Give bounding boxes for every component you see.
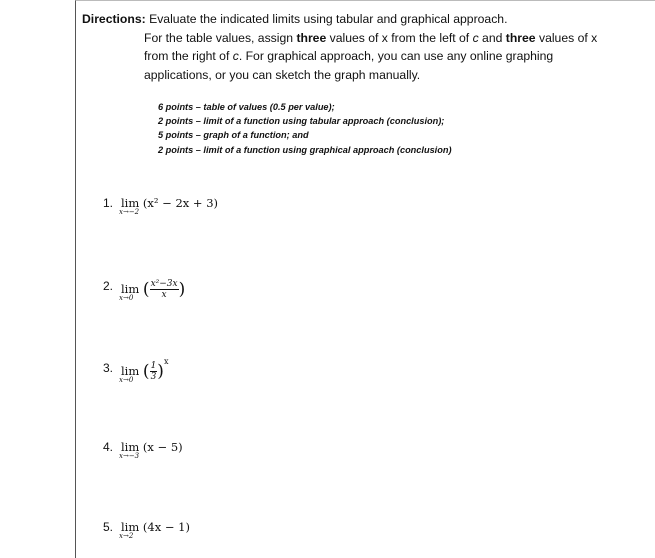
rubric-item: 2 points – limit of a function using tabular approach (conclusion);	[158, 116, 445, 127]
problem-number: 4.	[103, 440, 114, 454]
fraction: $\frac{1}{3}$	[150, 361, 157, 382]
problem-number: 3.	[103, 361, 114, 375]
directions-line-4: applications, or you can sketch the graph manually.	[144, 67, 421, 82]
directions-line-3: from the right of c. For graphical approach, you can use any online graphing	[144, 49, 554, 63]
rubric-list	[158, 100, 452, 157]
limit-expression: (x − 5)	[142, 440, 183, 454]
limit-subscript: x→0	[119, 293, 134, 302]
fraction: $\frac{\text{x²−3x}}{x}$	[150, 279, 178, 300]
limit-subscript: x→−3	[119, 452, 140, 460]
limit-operator: lim x→0	[119, 281, 140, 302]
directions-block	[82, 10, 642, 84]
problem-number: 5.	[103, 520, 114, 534]
problem-number: 2.	[103, 279, 114, 293]
limit-expression: (4x − 1)	[142, 520, 190, 534]
limit-subscript: x→−2	[119, 208, 140, 216]
rubric-item: 5 points – graph of a function; and	[158, 130, 309, 141]
limit-operator: lim x→0	[119, 363, 140, 384]
limit-subscript: x→2	[119, 532, 134, 540]
rubric-item: 2 points – limit of a function using graphical approach (conclusion)	[158, 144, 452, 155]
rubric-item: 6 points – table of values (0.5 per value);	[158, 102, 335, 112]
exponent: x	[163, 356, 169, 366]
limit-operator: lim x→2	[119, 520, 140, 540]
problem-number: 1.	[103, 196, 114, 210]
limit-operator: lim x→−2	[119, 196, 140, 216]
directions-line-2: For the table values, assign three values of x from the left of c and three values of x	[144, 30, 598, 45]
directions-label: Directions:	[82, 12, 146, 26]
directions-line-1: Evaluate the indicated limits using tabular and graphical approach.	[149, 12, 508, 26]
limit-subscript: x→0	[119, 375, 134, 384]
limit-expression: (x² − 2x + 3)	[142, 196, 219, 210]
limit-operator: lim x→−3	[119, 440, 140, 460]
